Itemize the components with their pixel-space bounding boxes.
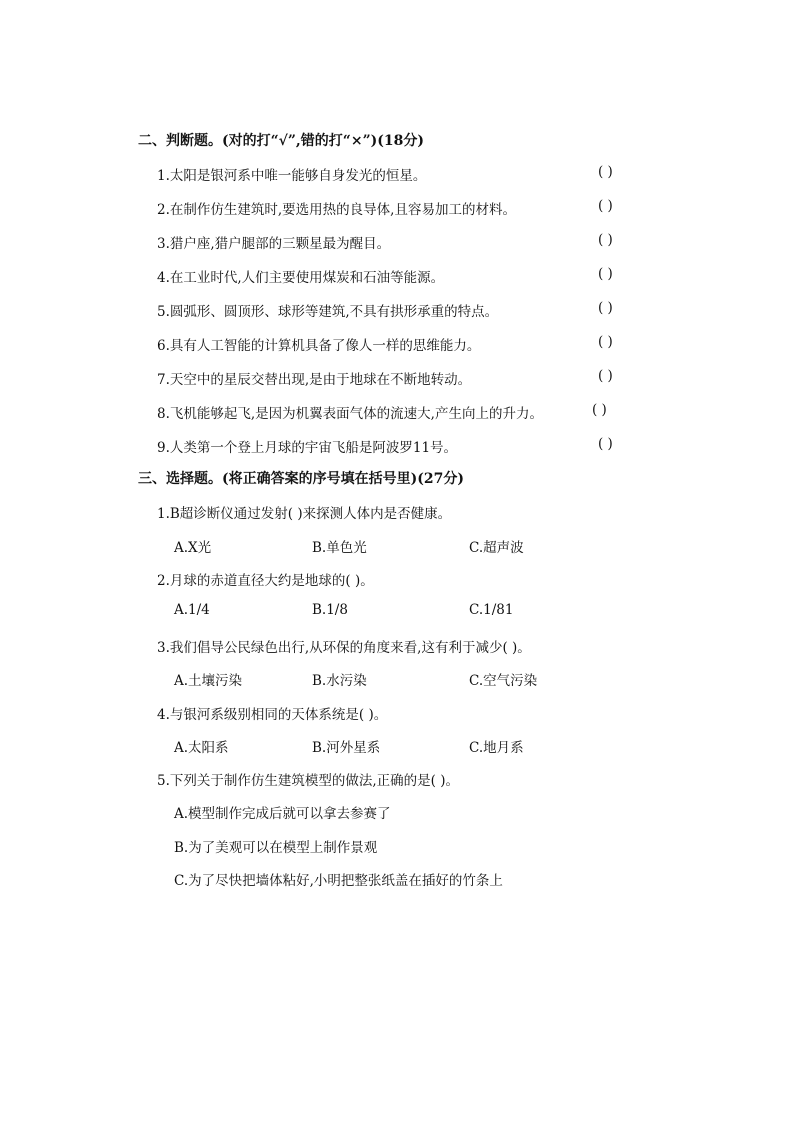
choice-1-option-a[interactable]: A.X光 xyxy=(174,540,212,556)
choice-5-option-a[interactable]: A.模型制作完成后就可以拿去参赛了 xyxy=(174,806,391,822)
choice-2-option-c[interactable]: C.1/81 xyxy=(469,602,514,618)
judge-item-1: 1.太阳是银河系中唯一能够自身发光的恒星。 xyxy=(157,168,427,184)
choice-question-2: 2.月球的赤道直径大约是地球的( )。 xyxy=(157,573,374,589)
judge-answer-5[interactable]: ( ) xyxy=(598,300,613,316)
judge-answer-7[interactable]: ( ) xyxy=(598,368,613,384)
judge-answer-8[interactable]: ( ) xyxy=(592,402,607,418)
judge-answer-1[interactable]: ( ) xyxy=(598,164,613,180)
choice-2-option-b[interactable]: B.1/8 xyxy=(312,602,348,618)
choice-3-option-a[interactable]: A.土壤污染 xyxy=(174,673,243,689)
judge-item-3: 3.猎户座,猎户腿部的三颗星最为醒目。 xyxy=(157,236,391,252)
judge-item-6: 6.具有人工智能的计算机具备了像人一样的思维能力。 xyxy=(157,338,481,354)
choice-question-3: 3.我们倡导公民绿色出行,从环保的角度来看,这有利于减少( )。 xyxy=(157,640,531,656)
choice-1-option-b[interactable]: B.单色光 xyxy=(312,540,367,556)
choice-5-option-b[interactable]: B.为了美观可以在模型上制作景观 xyxy=(174,840,378,856)
choice-4-option-a[interactable]: A.太阳系 xyxy=(174,740,229,756)
choice-2-option-a[interactable]: A.1/4 xyxy=(174,602,210,618)
judge-answer-6[interactable]: ( ) xyxy=(598,334,613,350)
section-3-title: 三、选择题。(将正确答案的序号填在括号里)(27分) xyxy=(138,471,464,487)
judge-answer-9[interactable]: ( ) xyxy=(598,436,613,452)
choice-question-5: 5.下列关于制作仿生建筑模型的做法,正确的是( )。 xyxy=(157,773,459,789)
judge-item-5: 5.圆弧形、圆顶形、球形等建筑,不具有拱形承重的特点。 xyxy=(157,304,499,320)
judge-item-7: 7.天空中的星辰交替出现,是由于地球在不断地转动。 xyxy=(157,372,472,388)
choice-5-option-c[interactable]: C.为了尽快把墙体粘好,小明把整张纸盖在插好的竹条上 xyxy=(174,873,503,889)
choice-4-option-b[interactable]: B.河外星系 xyxy=(312,740,381,756)
choice-1-option-c[interactable]: C.超声波 xyxy=(469,540,524,556)
judge-item-2: 2.在制作仿生建筑时,要选用热的良导体,且容易加工的材料。 xyxy=(157,202,516,218)
section-2-title: 二、判断题。(对的打“√”,错的打“×”)(18分) xyxy=(138,133,424,149)
judge-answer-2[interactable]: ( ) xyxy=(598,198,613,214)
judge-answer-3[interactable]: ( ) xyxy=(598,232,613,248)
judge-answer-4[interactable]: ( ) xyxy=(598,266,613,282)
judge-item-8: 8.飞机能够起飞,是因为机翼表面气体的流速大,产生向上的升力。 xyxy=(157,406,543,422)
choice-4-option-c[interactable]: C.地月系 xyxy=(469,740,524,756)
choice-3-option-b[interactable]: B.水污染 xyxy=(312,673,367,689)
judge-item-4: 4.在工业时代,人们主要使用煤炭和石油等能源。 xyxy=(157,270,445,286)
choice-question-4: 4.与银河系级别相同的天体系统是( )。 xyxy=(157,707,388,723)
choice-3-option-c[interactable]: C.空气污染 xyxy=(469,673,538,689)
choice-question-1: 1.B超诊断仪通过发射( )来探测人体内是否健康。 xyxy=(157,506,452,522)
judge-item-9: 9.人类第一个登上月球的宇宙飞船是阿波罗11号。 xyxy=(157,440,458,456)
